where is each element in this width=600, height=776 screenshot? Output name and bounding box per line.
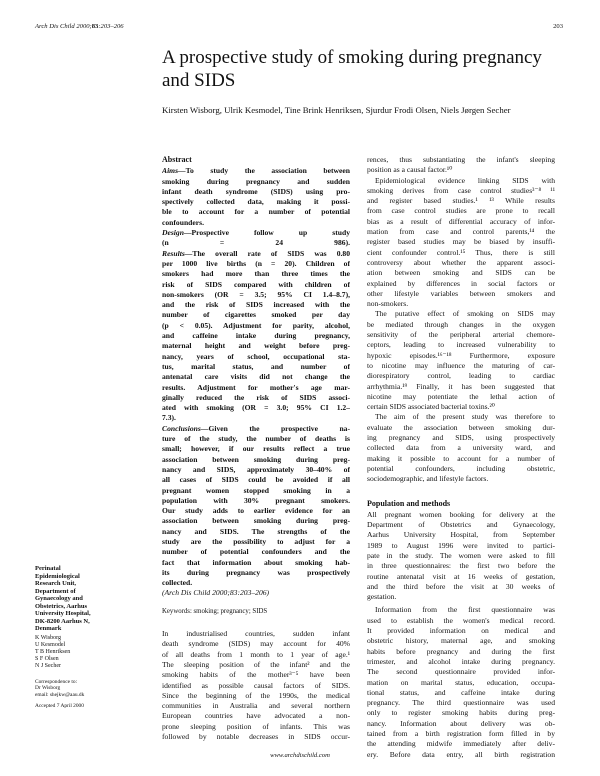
text-line: All pregnant women booking for delivery at the [367, 509, 555, 519]
text-line: from case control studies are prone to recall [367, 206, 555, 216]
text-line: all cases of SIDS could be avoided if all [162, 475, 350, 485]
text-line: In industrialised countries, sudden infant [162, 629, 350, 639]
text-line: arrhythmia.¹⁹ Finally, it has been suggested that [367, 381, 555, 391]
text-line: risk of SIDS compared with children of [162, 279, 350, 289]
text-line: and register based studies.¹ ¹³ While results [367, 196, 555, 206]
text-line: smoking derives from case control studies³⁻⁸ ¹¹ [367, 185, 555, 195]
text-line: Denmark [35, 625, 62, 632]
text-line: habits before pregnancy and during the first [367, 646, 555, 656]
text-line: ery. Before data entry, all birth registration [367, 749, 555, 759]
text-line: Design—Prospective follow up study [162, 228, 350, 238]
text-line: The sleeping position of the infant² and the [162, 659, 350, 669]
text-line: tus, marital status, and number of [162, 361, 350, 371]
text-line: Epidemiological [35, 572, 80, 580]
paragraph-1 [367, 155, 555, 176]
text-line: population with 30% pregnant smokers. [162, 495, 350, 505]
text-line: only to register smoking habits during preg- [367, 708, 555, 718]
text-line: and the third before the visit at 30 weeks of [367, 581, 555, 591]
text-line: Dr Wisborg [35, 685, 61, 692]
text-line: ation between smoking and SIDS can be [367, 268, 555, 278]
text-line: fact that information about smoking hab- [162, 557, 350, 567]
text-line: study are the possibility to adjust for a [162, 536, 350, 546]
sidebar [35, 565, 121, 709]
text-line: of all deaths from 1 month to 1 year of age.¹ [162, 649, 350, 659]
text-line: trimester, and alcohol intake during pregnancy. [367, 656, 555, 666]
text-line: nancy and SIDS. The strengths of the [162, 526, 350, 536]
text-line: The putative effect of smoking on SIDS may [375, 309, 555, 319]
text-line: Our study adds to earlier evidence for an [162, 506, 350, 516]
text-line: potential confounders, including obstetric, [367, 463, 555, 473]
text-line: be mediated through changes in the oxygen [367, 319, 555, 329]
text-line: Correspondence to: [35, 678, 78, 685]
text-line: routine antenatal visit at 16 weeks of gestation, [367, 571, 555, 581]
text-line: bias as a result of differential accuracy of infor- [367, 216, 555, 226]
text-line: Department of [35, 587, 76, 595]
text-line: nancy and SIDS, approximately 30–40% of [162, 464, 350, 474]
column-right [367, 155, 555, 760]
text-line: ated with smoking (OR = 3.0; 95% CI 1.2– [162, 403, 350, 413]
text-line: pregnant women stopped smoking in a [162, 485, 350, 495]
text-line: ble to account for a number of potential [162, 207, 350, 217]
text-line: identified as possible causal factors of SIDS. [162, 680, 350, 690]
text-line: ginally reduced the risk of SIDS associ- [162, 392, 350, 402]
text-line: Gynaecology and [35, 595, 83, 602]
text-line: gestation. [367, 592, 397, 602]
abstract-body [162, 166, 350, 588]
text-line: Information from the first questionnaire was [375, 605, 555, 615]
text-line: the attending midwife immediately after deliv- [367, 739, 555, 749]
text-line: Conclusions—Given the prospective na- [162, 423, 350, 433]
text-line: making it possible to account for a number of [367, 453, 555, 463]
journal-name: Arch Dis Child [35, 23, 75, 30]
text-line: Obstetrics, Aarhus [35, 602, 87, 610]
page-number: 203 [553, 23, 563, 30]
journal-url: www.archdischild.com [270, 752, 330, 759]
text-line: diorespiratory control, leading to cardiac [367, 371, 555, 381]
text-line: death syndrome (SIDS) may account for 40% [162, 639, 350, 649]
text-line: (n = 24 986). [162, 238, 350, 248]
text-line: antenatal care visits did not change the [162, 372, 350, 382]
text-line: Since the beginning of the 1990s, the medical [162, 690, 350, 700]
paragraph-2 [367, 176, 555, 310]
journal-volume: 83 [91, 23, 99, 30]
text-line: mation on marital status, education, occupa- [367, 677, 555, 687]
text-line: explained by differences in social factors or [367, 278, 555, 288]
text-line: European countries have advocated a non- [162, 711, 350, 721]
text-line: tional status, and caffeine intake during [367, 687, 555, 697]
methods-heading: Population and methods [367, 498, 451, 508]
text-line: sensitivity of the peripheral arterial chemore- [367, 330, 555, 340]
text-line: to nicotine may influence the maturing of car- [367, 360, 555, 370]
text-line: University Hospital, [35, 610, 91, 617]
text-line: 7.3). [162, 413, 176, 423]
text-line: Aims—To study the association between [162, 166, 350, 176]
author-initials [35, 635, 121, 671]
citation: (Arch Dis Child 2000;83:203–206) [162, 588, 270, 598]
text-line: number of potential confounders and the [162, 547, 350, 557]
text-line: T B Henriksen [35, 648, 71, 655]
text-line: prone sleeping position of infants. This was [162, 721, 350, 731]
text-line: per 1000 live births (n = 20). Children of [162, 258, 350, 268]
text-line: pate in the study. The women were asked to fill [367, 550, 555, 560]
text-line: maternal height and weight before preg- [162, 341, 350, 351]
text-line: collected. [162, 578, 193, 588]
text-line: K Wisborg [35, 634, 62, 641]
introduction-paragraph [162, 629, 350, 742]
text-line: and the risk of SIDS increased with the [162, 300, 350, 310]
text-line: tained from a birth registration form filled in by [367, 729, 555, 739]
text-line: S F Olsen [35, 656, 59, 663]
text-line: its during pregnancy was prospectively [162, 567, 350, 577]
text-line: nancy, years of school, occupational sta- [162, 351, 350, 361]
text-line: smoking during pregnancy and sudden [162, 176, 350, 186]
text-line: association between smoking during preg- [162, 516, 350, 526]
text-line: spectively collected data, making it possi- [162, 197, 350, 207]
text-line: used to establish the women's medical record. [367, 615, 555, 625]
text-line: smoking habits of the mother³⁻⁵ have been [162, 670, 350, 680]
text-line: nicotine may potentiate the lethal action of [367, 391, 555, 401]
text-line: Results—The overall rate of SIDS was 0.80 [162, 248, 350, 258]
paragraph-3 [367, 309, 555, 412]
text-line: register based studies may be biased by insuffi- [367, 237, 555, 247]
text-line: obstetric history, maternal age, and smoking [367, 636, 555, 646]
text-line: (p < 0.05). Adjustment for parity, alcohol, [162, 320, 350, 330]
text-line: controversy about whether the apparent associ- [367, 257, 555, 267]
methods-paragraph-2 [367, 605, 555, 759]
column-left [162, 155, 350, 742]
text-line: evaluate the association between smoking dur- [367, 422, 555, 432]
text-line: position as a causal factor.¹⁰ [367, 165, 453, 175]
text-line: non-smokers (OR = 3.5; 95% CI 1.4–8.7), [162, 289, 350, 299]
text-line: and caffeine intake during pregnancy, [162, 331, 350, 341]
text-line: rences, thus substantiating the infant's sleeping [367, 155, 555, 164]
text-line: communities in Australia and several northern [162, 701, 350, 711]
text-line: smokers had more than three times the [162, 269, 350, 279]
accepted-date: Accepted 7 April 2000 [35, 703, 84, 710]
text-line: hypoxic episodes.¹⁶⁻¹⁸ Furthermore, exposure [367, 350, 555, 360]
text-line: certain SIDS associated bacterial toxins.²⁰ [367, 402, 495, 412]
text-line: ture of the study, the number of deaths is [162, 434, 350, 444]
text-line: Research Unit, [35, 580, 77, 587]
abstract-heading: Abstract [162, 155, 192, 164]
text-line: Department of Obstetrics and Gynaecology, [367, 520, 555, 530]
text-line: ing pregnancy and SIDS, using prospectively [367, 433, 555, 443]
journal-year: 2000; [76, 23, 92, 30]
running-head [35, 23, 124, 30]
text-line: The aim of the present study was therefore to [375, 412, 555, 422]
text-line: It provided information on medical and [367, 626, 555, 636]
text-line: 1989 to August 1996 were invited to partici- [367, 540, 555, 550]
article-title: A prospective study of smoking during pregnancy and SIDS [162, 47, 542, 91]
text-line: collected data from a university ward, and [367, 443, 555, 453]
text-line: mation from case and control parents,¹⁴ the [367, 227, 555, 237]
text-line: Aarhus University Hospital, from September [367, 530, 555, 540]
text-line: DK-8200 Aarhus N, [35, 617, 90, 625]
text-line: Perinatal [35, 565, 61, 572]
text-line: U Kesmodel [35, 641, 66, 648]
methods-paragraph-1 [367, 510, 555, 603]
correspondence [35, 679, 121, 699]
text-line: in three questionnaires: the first two before the [367, 561, 555, 571]
paragraph-4 [367, 412, 555, 484]
text-line: small; however, if our results reflect a true [162, 444, 350, 454]
text-line: number of cigarettes smoked per day [162, 310, 350, 320]
text-line: results. Adjustment for mother's age mar- [162, 382, 350, 392]
text-line: infant death syndrome (SIDS) using pro- [162, 186, 350, 196]
text-line: The second questionnaire provided infor- [367, 667, 555, 677]
text-line: confounders. [162, 217, 204, 227]
text-line: pregnancy. The third questionnaire was used [367, 698, 555, 708]
journal-pages: :203–206 [98, 23, 124, 30]
keywords: Keywords: smoking; pregnancy; SIDS [162, 607, 268, 615]
text-line: Epidemiological evidence linking SIDS with [375, 175, 555, 185]
affiliation [35, 565, 121, 633]
text-line: cient confounder control.¹⁵ Thus, there is still [367, 247, 555, 257]
text-line: nancy. Information about delivery was ob- [367, 718, 555, 728]
text-line: other lifestyle variables between smokers and [367, 288, 555, 298]
text-line: followed by notable decreases in SIDS occur- [162, 732, 350, 742]
text-line: association between smoking during preg- [162, 454, 350, 464]
text-line: sociodemographic, and lifestyle factors. [367, 474, 489, 484]
author-list: Kirsten Wisborg, Ulrik Kesmodel, Tine Brink Henriksen, Sjurdur Frodi Olsen, Niels Jørgen Secher [162, 105, 511, 115]
text-line: non-smokers. [367, 299, 409, 309]
text-line: ceptors, leading to increased vulnerability to [367, 340, 555, 350]
text-line: N J Secher [35, 663, 61, 670]
text-line: email: shejkw@aau.dk [35, 691, 85, 698]
